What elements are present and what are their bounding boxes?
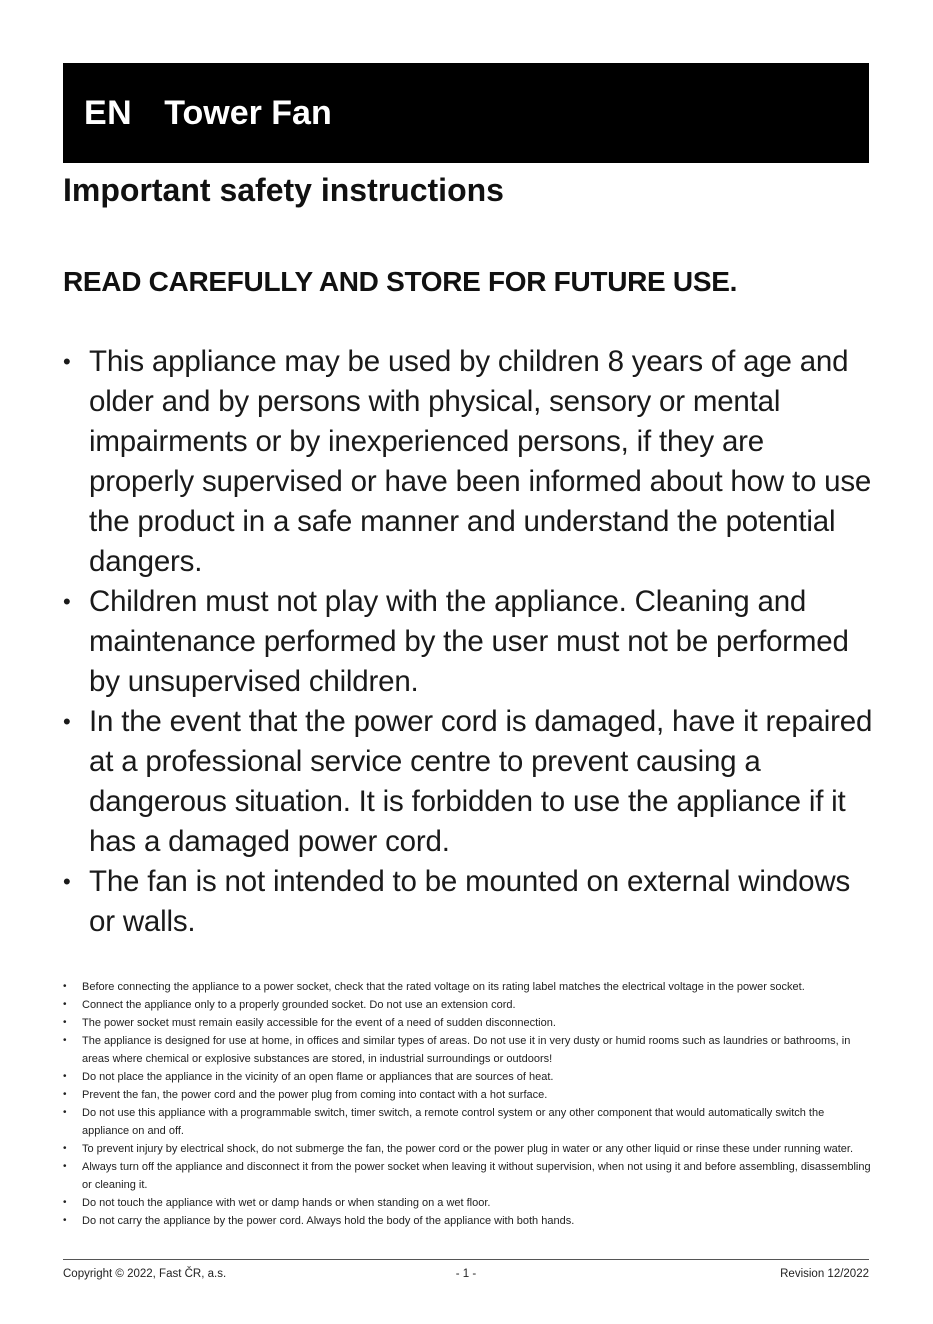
list-item: • The fan is not intended to be mounted on external windows or walls. [63,862,873,942]
header-bar [63,63,869,163]
main-safety-list [63,342,873,942]
list-item: • Always turn off the appliance and disconnect it from the power socket when leaving it without supervision, when not using it and before assembling, disassembling or cleaning it. [63,1158,871,1194]
page-title: Important safety instructions [63,172,504,208]
list-item: • Connect the appliance only to a properly grounded socket. Do not use an extension cord. [63,996,871,1014]
list-item: • The appliance is designed for use at home, in offices and similar types of areas. Do not use it in very dusty or humid rooms such as laundries or bathrooms, in areas where chemical or explosive substances are stored, in industrial surroundings or outdoors! [63,1032,871,1068]
language-code: EN [84,93,133,132]
list-item: • Children must not play with the appliance. Cleaning and maintenance performed by the user must not be performed by unsupervised children. [63,582,873,702]
page-number: - 1 - [455,1268,477,1280]
section-subheading: READ CAREFULLY AND STORE FOR FUTURE USE. [63,266,738,297]
list-item: • Prevent the fan, the power cord and the power plug from coming into contact with a hot surface. [63,1086,871,1104]
list-item: • The power socket must remain easily accessible for the event of a need of sudden disconnection. [63,1014,871,1032]
secondary-safety-list [63,978,871,1230]
copyright-text: Copyright © 2022, Fast ČR, a.s. [63,1268,227,1280]
product-title: Tower Fan [164,93,332,132]
list-item: • Do not carry the appliance by the power cord. Always hold the body of the appliance with both hands. [63,1212,871,1230]
list-item: • This appliance may be used by children 8 years of age and older and by persons with physical, sensory or mental impairments or by inexperienced persons, if they are properly supervised or have been informed about how to use the product in a safe manner and understand the potential dangers. [63,342,873,582]
footer-divider [63,1259,869,1260]
list-item: • Do not touch the appliance with wet or damp hands or when standing on a wet floor. [63,1194,871,1212]
revision-text: Revision 12/2022 [780,1268,869,1280]
list-item: • In the event that the power cord is damaged, have it repaired at a professional service centre to prevent causing a dangerous situation. It is forbidden to use the appliance if it has a damaged power cord. [63,702,873,862]
list-item: • Do not use this appliance with a programmable switch, timer switch, a remote control system or any other component that would automatically switch the appliance on and off. [63,1104,871,1140]
list-item: • Do not place the appliance in the vicinity of an open flame or appliances that are sources of heat. [63,1068,871,1086]
list-item: • Before connecting the appliance to a power socket, check that the rated voltage on its rating label matches the electrical voltage in the power socket. [63,978,871,996]
list-item: • To prevent injury by electrical shock, do not submerge the fan, the power cord or the power plug in water or any other liquid or rinse these under running water. [63,1140,871,1158]
